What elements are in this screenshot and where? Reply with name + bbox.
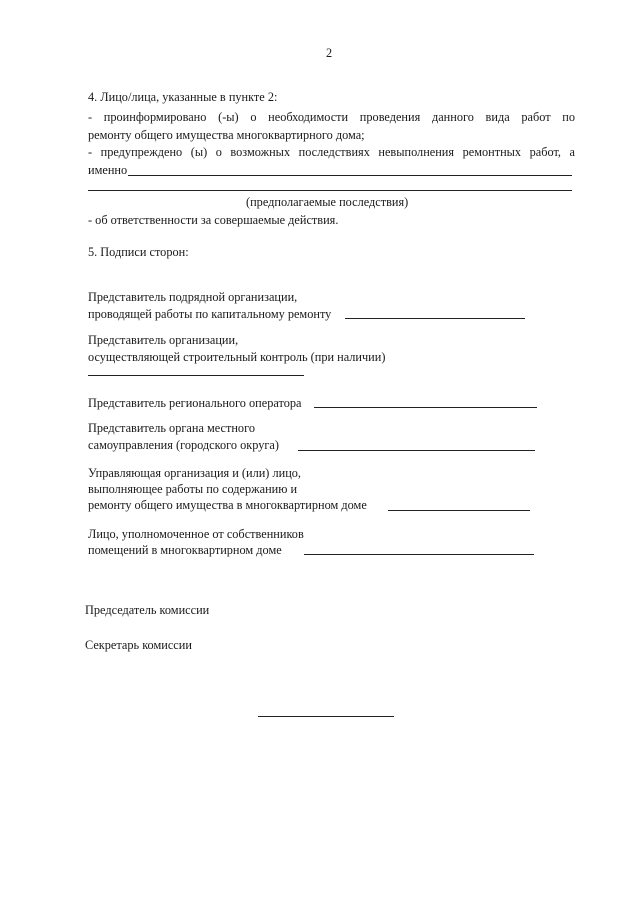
owners-representative-signature-line <box>304 554 534 555</box>
local-government-line2: самоуправления (городского округа) <box>88 438 279 452</box>
owners-representative-line1: Лицо, уполномоченное от собственников <box>88 527 304 541</box>
consequences-line-1 <box>128 175 572 176</box>
management-company-signature-line <box>388 510 530 511</box>
contractor-line2: проводящей работы по капитальному ремонту <box>88 307 332 321</box>
item5-heading: 5. Подписи сторон: <box>88 245 189 259</box>
item4-line3: - предупреждено (ы) о возможных последствиях невыполнения ремонтных работ, а <box>88 145 575 159</box>
management-company-line3: ремонту общего имущества в многоквартирном доме <box>88 498 367 512</box>
construction-control-line1: Представитель организации, <box>88 333 239 347</box>
owners-representative-line2: помещений в многоквартирном доме <box>88 543 282 557</box>
local-government-line1: Представитель органа местного <box>88 421 255 435</box>
construction-control-signature-line <box>88 375 304 376</box>
commission-chairman-label: Председатель комиссии <box>85 603 210 617</box>
page-number: 2 <box>326 46 333 60</box>
item4-line5: - об ответственности за совершаемые действия. <box>88 213 339 227</box>
regional-operator-label: Представитель регионального оператора <box>88 396 302 410</box>
bottom-separator-line <box>258 716 394 717</box>
management-company-line2: выполняющее работы по содержанию и <box>88 482 298 496</box>
item4-line2: ремонту общего имущества многоквартирного дома; <box>88 128 365 142</box>
local-government-signature-line <box>298 450 535 451</box>
item4-line1: - проинформировано (-ы) о необходимости проведения данного вида работ по <box>88 110 575 124</box>
item4-heading: 4. Лицо/лица, указанные в пункте 2: <box>88 90 278 104</box>
management-company-line1: Управляющая организация и (или) лицо, <box>88 466 301 480</box>
item4-line4: именно <box>88 163 128 177</box>
contractor-signature-line <box>345 318 525 319</box>
construction-control-line2: осуществляющей строительный контроль (при наличии) <box>88 350 386 364</box>
consequences-caption: (предполагаемые последствия) <box>246 195 409 209</box>
commission-secretary-label: Секретарь комиссии <box>85 638 192 652</box>
regional-operator-signature-line <box>314 407 537 408</box>
consequences-line-2 <box>88 190 572 191</box>
contractor-line1: Представитель подрядной организации, <box>88 290 298 304</box>
